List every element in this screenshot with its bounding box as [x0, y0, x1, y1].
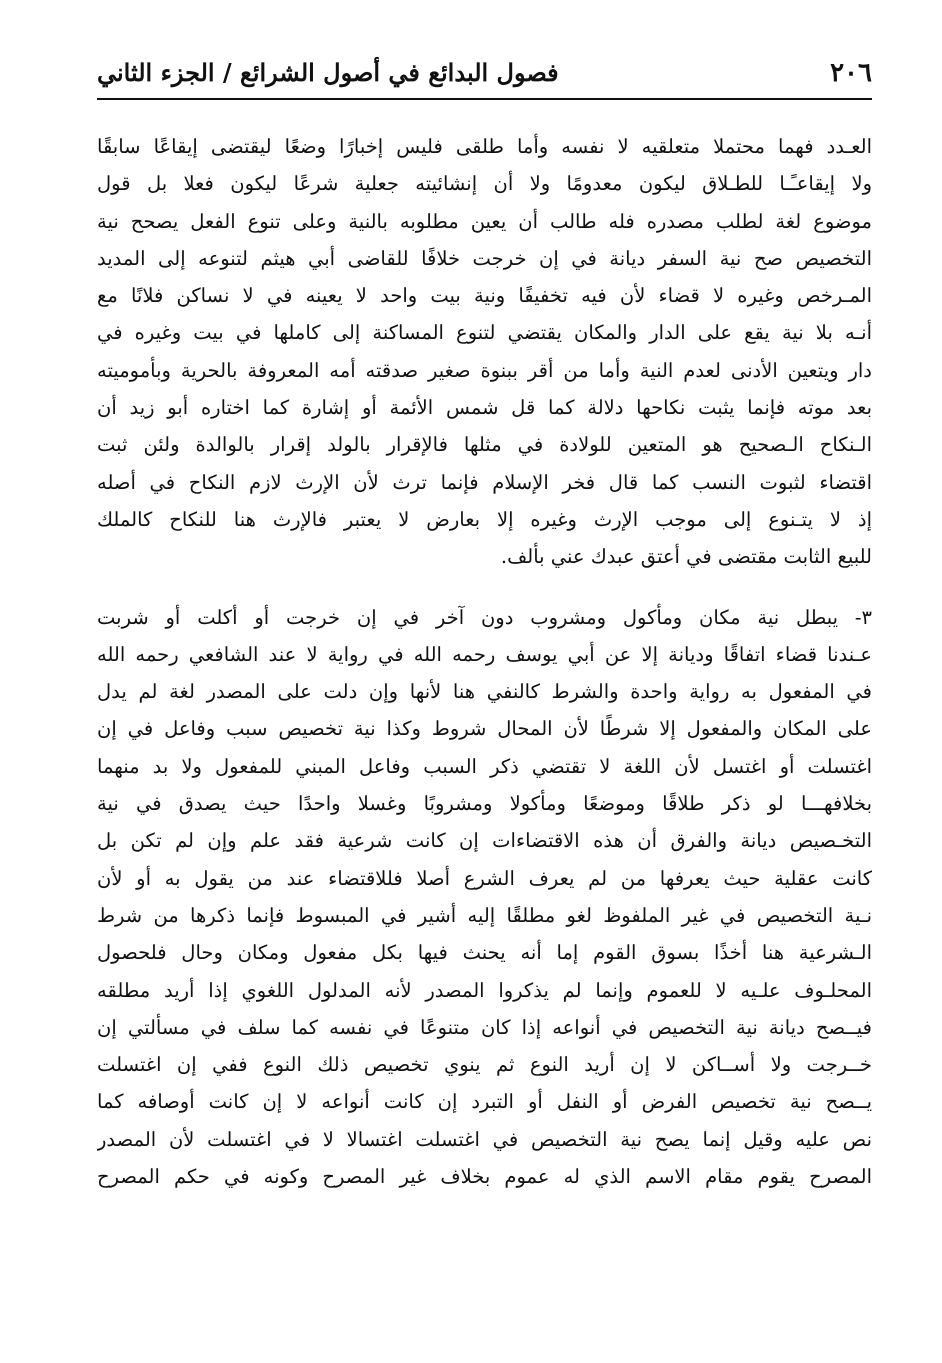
text-line: إذ لا يتـنوع إلى موجب الإرث وغيره إلا بعارض لا يعتبر فالإرث هنا للنكاح كالملك	[97, 507, 872, 531]
text-line: المـرخص وغيره لا قضاء لأن فيه تخفيفًا ونية بيت واحد لا يعينه في لا نساكن فلانًا مع	[97, 284, 872, 308]
text-line: اغتسلت أو اغتسل لأن اللغة لا تقتضي ذكر السبب وفاعل المبني للمفعول ولا بد منهما	[97, 754, 872, 778]
text-line: نص عليه وقيل إنما يصح نية التخصيص في اغتسلت اغتسالا لا في اغتسلت لأن المصدر	[97, 1127, 872, 1151]
text-line: التخصيص صح نية السفر ديانة في إن خرجت خلافًا للقاضى أبي هيثم لتنوعه إلى المديد	[97, 246, 872, 270]
paragraph-2	[97, 599, 872, 1196]
text-line: موضوع لغة لطلب مصدره فله طالب أن يعين مطلوبه بالنية وعلى تنوع الفعل يصحح نية	[97, 209, 872, 233]
text-line: كانت عقلية حيث يعرفها من لم يعرف الشرع أصلا فللاقتضاء عند من يقول به أو لأن	[97, 866, 872, 890]
text-line: بخلافهـــا لو ذكر طلاقًا وموضعًا ومأكولا ومشروبًا وغسلا واحدًا حيث يصدق في نية	[97, 792, 872, 816]
text-line: للبيع الثابت مقتضى في أعتق عبدك عني بألف.	[500, 545, 872, 569]
text-line: العـدد فهما محتملا متعلقيه لا نفسه وأما طلقى فليس إخبارًا وضعًا ليقتضى إيقاعًا سابقًا	[97, 135, 872, 158]
text-line: فيــصح ديانة نية التخصيص في أنواعه إذا كان متنوعًا في نفسه كما سلف في مسألتي إن	[97, 1015, 872, 1039]
text-line: على المكان والمفعول إلا شرطًا لأن المحال شروط وكذا نية تخصيص سبب وفاعل في إن	[97, 717, 872, 741]
book-page	[97, 52, 872, 1342]
text-line: المحلـوف علـيه لا للعموم وإنما لم يذكروا المصدر لأنه المدلول اللغوي إذا أريد مطلقه	[97, 978, 872, 1002]
running-title: فصول البدائع في أصول الشرائع / الجزء الثاني	[97, 58, 559, 87]
text-line: اقتضاء لثبوت النسب كما قال فخر الإسلام فإنما ترث لأن الإرث لازم النكاح في أصله	[97, 470, 872, 494]
text-line: في المفعول به رواية واحدة والشرط كالنفي هنا لأنها وإن دلت على المصدر لغة لم يدل	[97, 680, 872, 704]
text-line: الـنكاح الـصحيح هو المتعين للولادة في مثلها فالإقرار بالولد إقرار بالوالدة ولئن ثبت	[97, 433, 872, 457]
text-line: خــرجت ولا أســاكن لا إن أريد النوع ثم ينوي تخصيص ذلك النوع ففي إن اغتسلت	[97, 1053, 872, 1077]
text-line: ٣- يبطل نية مكان ومأكول ومشروب دون آخر في إن خرجت أو أكلت أو شربت	[97, 605, 872, 629]
text-line: المصرح يقوم مقام الاسم الذي له عموم بخلاف غير المصرح وكونه في حكم المصرح	[97, 1165, 872, 1189]
text-line: الـشرعية هنا أخذًا بسوق القوم إما أنه يحنث فيها بكل مفعول ومكان وحال فلحصول	[97, 941, 872, 965]
page-number: ٢٠٦	[830, 58, 872, 88]
text-line: أنـه بلا نية يقع على الدار والمكان يقتضي لتنوع المساكنة إلى كاملها في بيت وغيره في	[97, 321, 872, 345]
text-line: دار ويتعين الأدنى لعدم النية وأما من أقر ببنوة صغير صدقته أمه المعروفة بالحرية وبأموميته	[97, 358, 872, 382]
text-line: عـندنا قضاء اتفاقًا وديانة إلا عن أبي يوسف رحمه الله في رواية لا عند الشافعي رحمه الله	[97, 642, 872, 666]
page-header	[97, 52, 872, 100]
body-text	[97, 128, 872, 1195]
text-line: بعد موته فإنما يثبت نكاحها دلالة كما قل شمس الأئمة أو إشارة كما اختاره أبو زيد أن	[97, 396, 872, 420]
text-line: نـية التخصيص في غير الملفوظ لغو مطلقًا إليه أشير في المبسوط فإنما ذكرها من شرط	[97, 903, 872, 927]
paragraph-1	[97, 128, 872, 576]
text-line: ولا إيقاعـًـا للطـلاق ليكون معدومًا ولا أن إنشائيته جعلية شرعًا ليكون فعلا بل قول	[97, 172, 872, 196]
text-line: التخـصيص ديانة والفرق أن هذه الاقتضاءات إن كانت شرعية فقد علم وإن لم تكن بل	[97, 829, 872, 853]
text-line: يــصح نية تخصيص الفرض أو النفل أو التبرد إن كانت أنواعه لا إن كانت أوصافه كما	[97, 1090, 872, 1114]
